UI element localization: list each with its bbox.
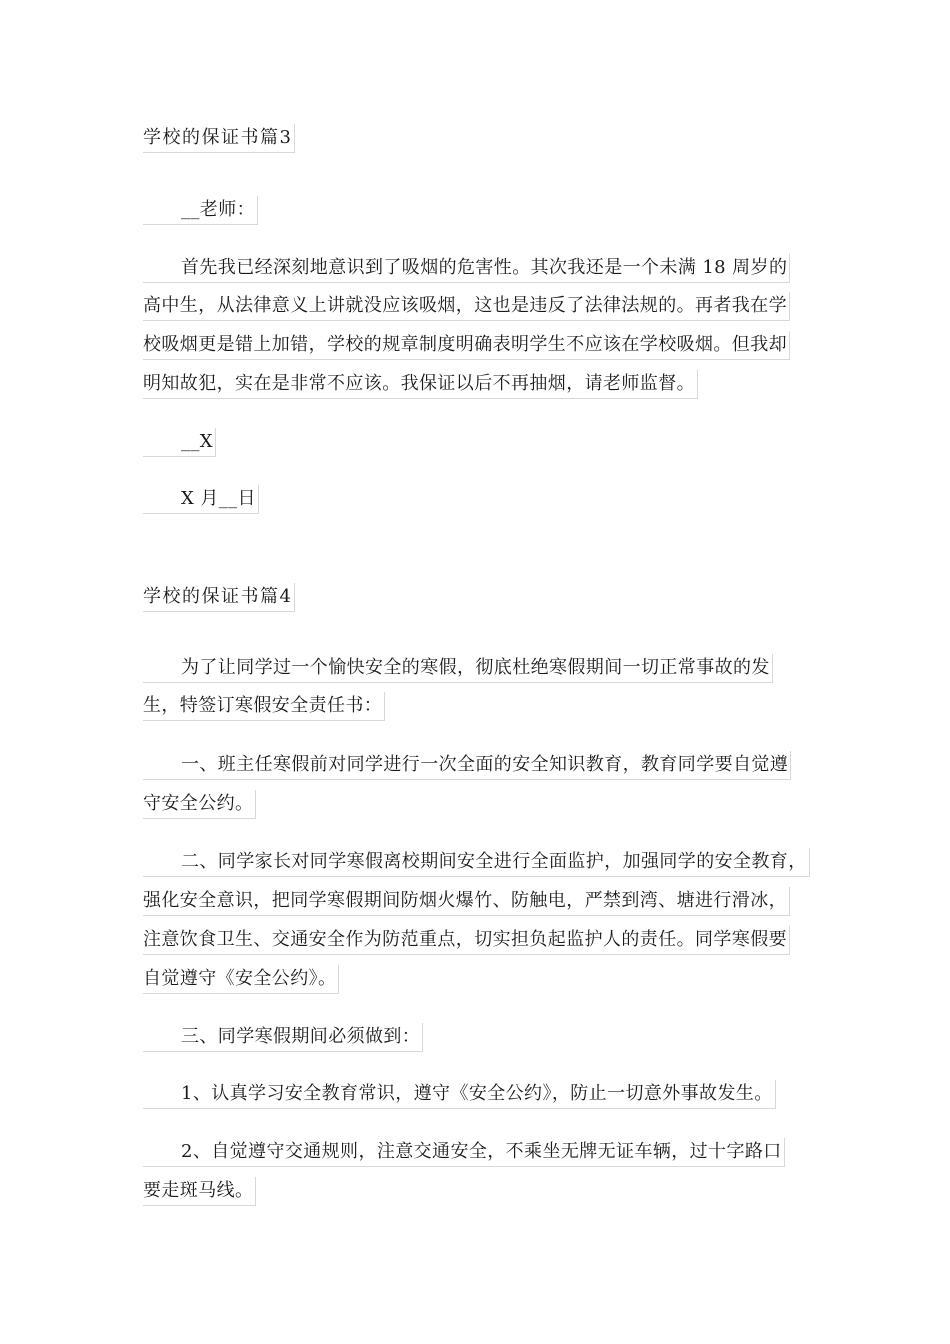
date: X 月__日 — [143, 485, 259, 514]
body-line: 首先我已经深刻地意识到了吸烟的危害性。其次我还是一个未满 18 周岁的 — [143, 254, 790, 283]
sub-item-2-line: 要走斑马线。 — [143, 1177, 256, 1206]
item-1-line: 一、班主任寒假前对同学进行一次全面的安全知识教育，教育同学要自觉遵 — [143, 751, 791, 780]
sub-item-2-line: 2、自觉遵守交通规则，注意交通安全，不乘坐无牌无证车辆，过十字路口 — [143, 1138, 785, 1167]
body-line: 高中生，从法律意义上讲就没应该吸烟，这也是违反了法律法规的。再者我在学 — [143, 292, 790, 321]
item-1-line: 守安全公约。 — [143, 790, 256, 819]
body-line: 明知故犯，实在是非常不应该。我保证以后不再抽烟，请老师监督。 — [143, 370, 698, 399]
item-2-line: 二、同学家长对同学寒假离校期间安全进行全面监护，加强同学的安全教育， — [143, 848, 810, 877]
section-3-title: 学校的保证书篇3 — [143, 124, 295, 153]
sub-item-1: 1、认真学习安全教育常识，遵守《安全公约》，防止一切意外事故发生。 — [143, 1080, 776, 1109]
salutation: __老师： — [143, 196, 258, 225]
item-2-line: 注意饮食卫生、交通安全作为防范重点，切实担负起监护人的责任。同学寒假要 — [143, 926, 790, 955]
body-line: 校吸烟更是错上加错，学校的规章制度明确表明学生不应该在学校吸烟。但我却 — [143, 331, 790, 360]
signature: __X — [143, 428, 216, 457]
intro-line: 为了让同学过一个愉快安全的寒假，彻底杜绝寒假期间一切正常事故的发 — [143, 654, 773, 683]
item-2-line: 自觉遵守《安全公约》。 — [143, 965, 339, 994]
item-2-line: 强化安全意识，把同学寒假期间防烟火爆竹、防触电，严禁到湾、塘进行滑冰， — [143, 887, 790, 916]
section-4-title: 学校的保证书篇4 — [143, 583, 295, 612]
intro-line: 生，特签订寒假安全责任书： — [143, 692, 385, 721]
item-3-heading: 三、同学寒假期间必须做到： — [143, 1023, 423, 1052]
